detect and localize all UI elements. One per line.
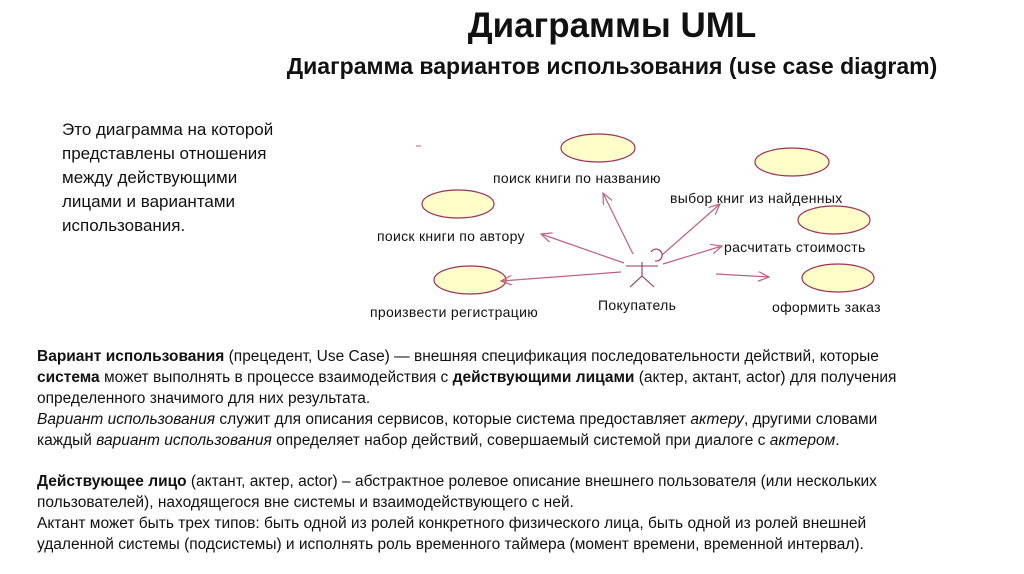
text-segment: (актант, актер, actor) – абстрактное ролевое описание внешнего пользователя (или нескольких [186, 473, 877, 490]
association-arrow [603, 193, 633, 254]
text-segment: определяет набор действий, совершаемый системой при диалоге с [271, 432, 770, 449]
text-line [37, 430, 896, 451]
text-segment: удаленной системы (подсистемы) и исполнять роль временного таймера (момент времени, временной интервал). [37, 536, 864, 553]
use-case-label: поиск книги по названию [493, 170, 661, 186]
use-case-ellipse-place-order [802, 264, 874, 292]
association-arrow [716, 274, 769, 277]
intro-line: между действующими [62, 168, 238, 187]
use-case-label: произвести регистрацию [370, 304, 539, 320]
intro-line: лицами и вариантами [62, 192, 236, 211]
text-line [37, 513, 896, 534]
actor-label: Покупатель [598, 297, 677, 313]
slide-title: Диаграммы UML [467, 6, 757, 45]
text-segment: может выполнять в процессе взаимодействия с [99, 369, 453, 386]
actor-stick-figure-icon [626, 249, 662, 287]
text-line [37, 367, 896, 388]
text-segment: Актант может быть трех типов: быть одной из ролей конкретного физического лица, быть одной из ролей внешней [37, 515, 867, 532]
paragraph-gap [37, 451, 896, 471]
use-case-ellipse-registration [434, 266, 506, 294]
text-segment: , другими словами [743, 411, 878, 428]
text-segment: (прецедент, Use Case) — внешняя спецификация последовательности действий, которые [224, 348, 879, 365]
text-segment: каждый [37, 432, 97, 449]
use-case-ellipse-calculate-cost [798, 206, 870, 234]
association-arrow [663, 246, 722, 264]
text-line [37, 471, 896, 492]
bold-term: Вариант использования [37, 348, 225, 365]
text-segment: . [835, 432, 840, 449]
association-arrow [541, 234, 624, 263]
use-case-label: выбор книг из найденных [670, 190, 843, 206]
text-line [37, 492, 896, 513]
italic-term: Вариант использования [37, 411, 216, 428]
slide-subtitle: Диаграмма вариантов использования (use case diagram) [286, 53, 938, 79]
use-case-label: поиск книги по автору [377, 228, 525, 244]
text-segment: (актер, актант, actor) для получения [634, 369, 897, 386]
intro-line: Это диаграмма на которой [62, 120, 274, 139]
text-line [37, 534, 896, 555]
italic-term: вариант использования [96, 432, 272, 449]
use-case-ellipse-search-author [422, 190, 494, 218]
text-line [37, 409, 896, 430]
text-segment: пользователей), находящегося вне системы и взаимодействующего с ней. [37, 494, 574, 511]
text-line [37, 388, 896, 409]
use-case-ellipse-select-books [755, 148, 829, 176]
bold-term: действующими лицами [452, 369, 635, 386]
association-arrow [501, 272, 621, 281]
text-segment: служит для описания сервисов, которые система предоставляет [215, 411, 691, 428]
intro-line: представлены отношения [62, 144, 267, 163]
text-line [37, 346, 896, 367]
italic-term: актером [769, 432, 836, 449]
bold-term: система [37, 369, 100, 386]
use-case-label: расчитать стоимость [724, 239, 866, 255]
italic-term: актеру [690, 411, 744, 428]
use-case-ellipse-search-title [561, 134, 635, 162]
intro-line: использования. [62, 216, 186, 235]
association-arrow [662, 204, 720, 255]
text-segment: определенного значимого для них результата. [37, 390, 371, 407]
definitions-text [37, 346, 896, 555]
bold-term: Действующее лицо [37, 473, 187, 490]
use-case-label: оформить заказ [772, 299, 881, 315]
